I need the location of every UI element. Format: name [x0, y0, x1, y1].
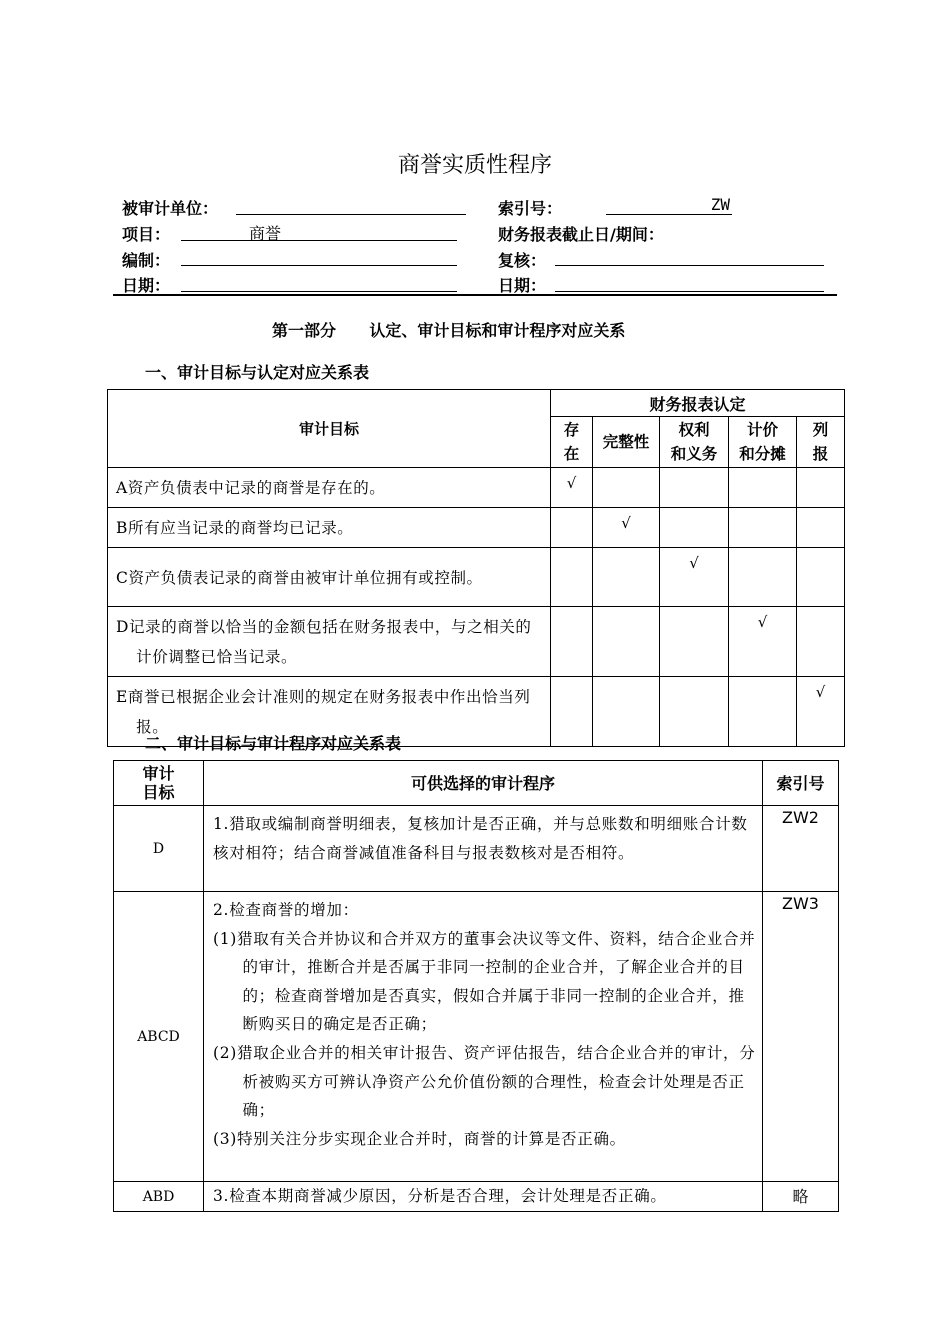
objective-cell: [108, 548, 551, 607]
assertion-header-line: 报: [812, 445, 829, 463]
date2-label: 日期：: [498, 276, 547, 295]
project-line[interactable]: [181, 224, 457, 243]
audited-unit-line[interactable]: [236, 214, 466, 215]
check-cell[interactable]: [660, 468, 729, 508]
objective-cell: [108, 468, 551, 508]
reviewed-label: 复核：: [498, 251, 547, 270]
check-cell[interactable]: [593, 508, 660, 548]
assertion-table: [107, 389, 845, 747]
assertion-header-line: 计价: [746, 421, 778, 439]
reviewed-line[interactable]: [555, 265, 824, 266]
procedure-cell: 1.猎取或编制商誉明细表，复核加计是否正确，并与总账数和明细账合计数核对相符；结合商誉减值准备科目与报表数核对是否相符。: [204, 806, 763, 892]
date-line[interactable]: [181, 291, 457, 292]
objective-text: B所有应当记录的商誉均已记录。: [116, 519, 354, 537]
check-cell[interactable]: [729, 548, 797, 607]
check-cell[interactable]: [729, 468, 797, 508]
check-cell[interactable]: [551, 548, 593, 607]
index-no-value: ZW: [710, 195, 730, 214]
check-cell[interactable]: [551, 508, 593, 548]
objective-text: C资产负债表记录的商誉由被审计单位拥有或控制。: [116, 568, 483, 587]
index-cell[interactable]: 略: [763, 1182, 839, 1212]
objective-cell: [108, 607, 551, 677]
objective-cell: [108, 508, 551, 548]
check-cell[interactable]: [660, 607, 729, 677]
check-cell[interactable]: [797, 677, 845, 747]
target-cell: D: [114, 806, 204, 892]
check-cell[interactable]: [660, 548, 729, 607]
index-cell[interactable]: ZW3: [763, 892, 839, 1182]
section2-title: 二、审计目标与审计程序对应关系表: [145, 734, 402, 753]
check-mark: √: [566, 474, 577, 492]
check-cell[interactable]: [593, 677, 660, 747]
date-label: 日期：: [122, 276, 171, 295]
assertion-header: [797, 417, 845, 468]
part-title: 第一部分 认定、审计目标和审计程序对应关系: [272, 321, 626, 340]
check-cell[interactable]: [729, 508, 797, 548]
index-no-line[interactable]: [606, 195, 732, 215]
index-cell[interactable]: ZW2: [763, 806, 839, 892]
col-assertions-header: 财务报表认定: [551, 390, 845, 417]
col-procedure-header: 可供选择的审计程序: [204, 761, 763, 806]
check-mark: √: [689, 554, 699, 572]
col-objective-header: 审计目标: [108, 390, 551, 468]
check-cell[interactable]: [551, 677, 593, 747]
assertion-header-line: 列: [812, 421, 829, 439]
col-index-header: 索引号: [763, 761, 839, 806]
page-title: 商誉实质性程序: [397, 153, 552, 178]
assertion-header-line: 存: [563, 421, 580, 439]
check-cell[interactable]: [593, 468, 660, 508]
procedure-cell: 3.检查本期商誉减少原因，分析是否合理，会计处理是否正确。: [204, 1182, 763, 1212]
section1-title: 一、审计目标与认定对应关系表: [145, 363, 370, 382]
audited-unit-label: 被审计单位：: [122, 199, 219, 218]
check-cell[interactable]: [593, 607, 660, 677]
col-target-line-1: 审计: [142, 764, 175, 783]
objective-text: A资产负债表中记录的商誉是存在的。: [116, 479, 386, 497]
check-mark: √: [815, 683, 826, 701]
target-cell: ABD: [114, 1182, 204, 1212]
procedure-title: 2.检查商誉的增加：: [213, 901, 359, 919]
check-cell[interactable]: [660, 508, 729, 548]
assertion-header-line: 在: [563, 445, 580, 463]
index-no-label: 索引号：: [498, 199, 563, 218]
header-divider: [113, 294, 837, 296]
assertion-header-line: 和义务: [670, 445, 718, 463]
col-target-line-2: 目标: [142, 783, 175, 802]
project-value: 商誉: [249, 224, 282, 243]
objective-text: D记录的商誉以恰当的金额包括在财务报表中，与之相关的计价调整已恰当记录。: [116, 618, 532, 666]
check-cell[interactable]: [593, 548, 660, 607]
procedure-sub-item: (3)特别关注分步实现企业合并时，商誉的计算是否正确。: [213, 1129, 626, 1148]
target-cell: ABCD: [114, 892, 204, 1182]
col-target-header: [114, 761, 204, 806]
assertion-header-line: 权利: [678, 421, 710, 439]
period-label: 财务报表截止日/期间：: [498, 225, 664, 244]
check-cell[interactable]: [729, 677, 797, 747]
procedure-table: [113, 760, 839, 1212]
assertion-header: [551, 417, 593, 468]
check-cell[interactable]: [551, 607, 593, 677]
assertion-header-line: 完整性: [602, 433, 650, 451]
check-mark: √: [621, 514, 631, 532]
check-cell[interactable]: [729, 607, 797, 677]
check-cell[interactable]: [797, 468, 845, 508]
procedure-sub-item: (2)猎取企业合并的相关审计报告、资产评估报告，结合企业合并的审计，分析被购买方可辨认净资产公允价值份额的合理性，检查会计处理是否正确；: [213, 1043, 756, 1120]
check-cell[interactable]: [551, 468, 593, 508]
objective-text: E商誉已根据企业会计准则的规定在财务报表中作出恰当列报。: [116, 688, 531, 736]
procedure-sub-item: (1)猎取有关合并协议和合并双方的董事会决议等文件、资料，结合企业合并的审计，推断合并是否属于非同一控制的企业合并，了解企业合并的目的；检查商誉增加是否真实，假如合并属于非同一控制的企业合并，推断购买日的确定是否正确；: [213, 929, 756, 1034]
assertion-header-line: 和分摊: [739, 445, 786, 463]
assertion-header: [660, 417, 729, 468]
check-cell[interactable]: [797, 548, 845, 607]
check-cell[interactable]: [797, 508, 845, 548]
prepared-line[interactable]: [181, 265, 457, 266]
date2-line[interactable]: [555, 291, 824, 292]
prepared-label: 编制：: [122, 251, 171, 270]
check-mark: √: [757, 613, 768, 631]
project-label: 项目：: [122, 225, 171, 244]
procedure-cell: [204, 892, 763, 1182]
check-cell[interactable]: [797, 607, 845, 677]
check-cell[interactable]: [660, 677, 729, 747]
assertion-header: [729, 417, 797, 468]
assertion-header: [593, 417, 660, 468]
